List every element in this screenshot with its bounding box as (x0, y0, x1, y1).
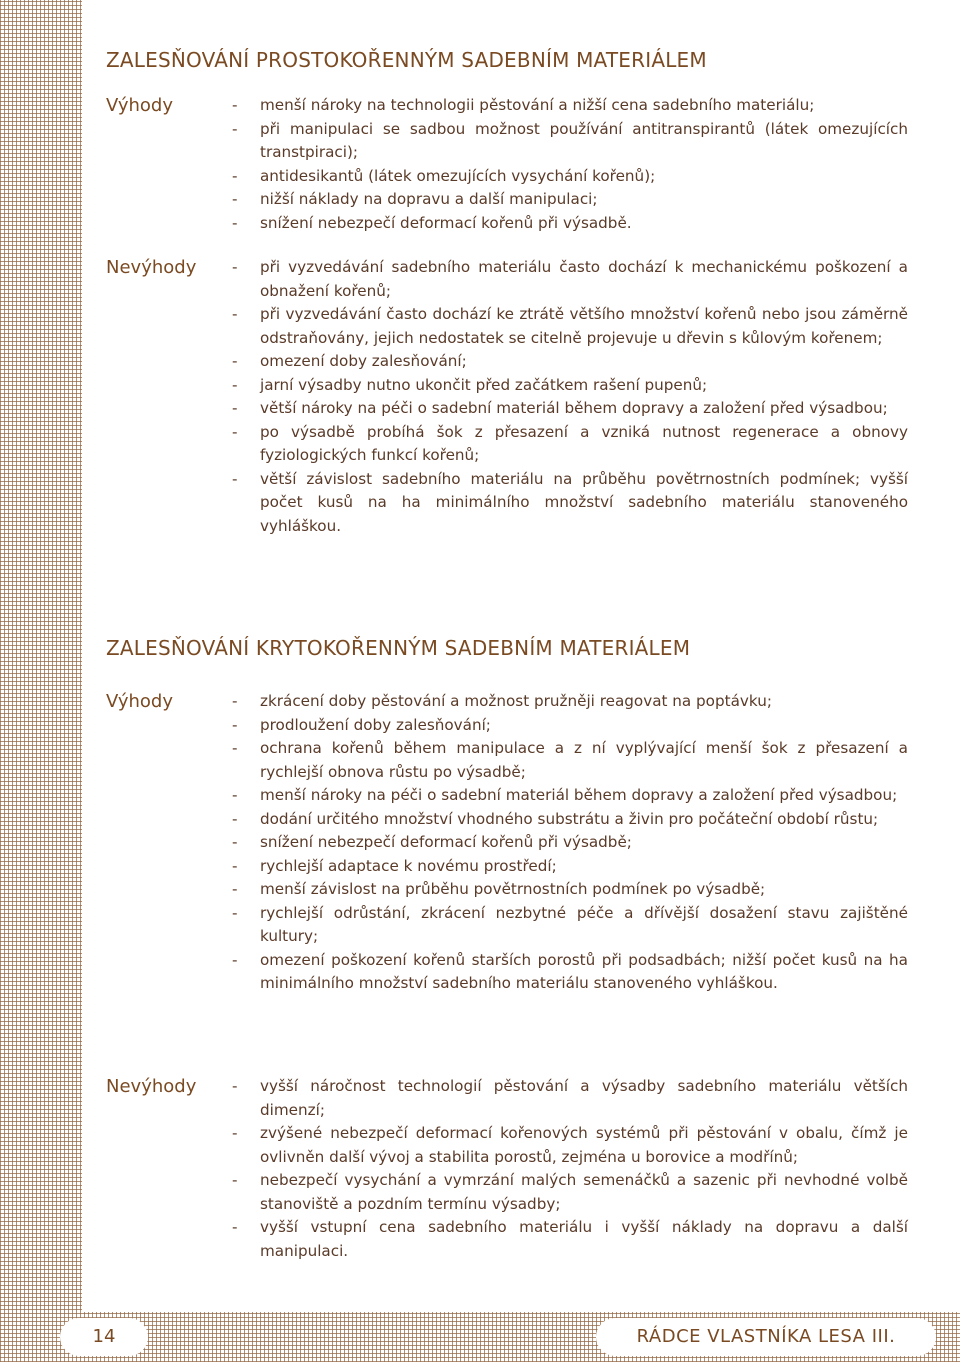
list-item-text: menší závislost na průběhu povětrnostních podmínek po výsadbě; (260, 880, 766, 898)
bullet-dash: - (232, 258, 238, 276)
list-item-text: prodloužení doby zalesňování; (260, 715, 491, 734)
bullet-dash: - (232, 119, 238, 138)
list-item-text: nižší náklady na dopravu a další manipulaci; (260, 190, 598, 208)
list-item-text: při manipulaci se sadbou možnost používání antitranspirantů (látek omezujících transtpiraci); (260, 119, 908, 161)
bullet-dash: - (232, 375, 238, 394)
cons-label: Nevýhody (106, 257, 197, 278)
list-item (232, 188, 908, 212)
list-item (232, 1122, 908, 1169)
cons-label: Nevýhody (106, 1076, 197, 1097)
page-number: 14 (60, 1318, 148, 1356)
bullet-dash: - (232, 166, 238, 185)
list-item-text: jarní výsadby nutno ukončit před začátkem rašení pupenů; (260, 375, 708, 394)
list-item (232, 1216, 908, 1263)
list-item-text: ochrana kořenů během manipulace a z ní vyplývající menší šok z přesazení a rychlejší obnova růstu po výsadbě; (260, 739, 908, 781)
page-sheet (82, 0, 960, 1312)
list-item-text: omezení doby zalesňování; (260, 352, 467, 370)
list-item (232, 949, 908, 996)
list-item (232, 303, 908, 350)
list-item (232, 1169, 908, 1216)
bullet-dash: - (232, 903, 238, 922)
bullet-dash: - (232, 1124, 238, 1142)
list-item (232, 808, 908, 832)
bullet-dash: - (232, 305, 238, 323)
bullet-dash: - (232, 692, 238, 710)
bullet-dash: - (232, 786, 238, 804)
list-item-text: vyšší vstupní cena sadebního materiálu i vyšší náklady na dopravu a další manipulaci. (260, 1218, 908, 1260)
list-item (232, 256, 908, 303)
bullet-dash: - (232, 1218, 238, 1236)
list-item-text: snížení nebezpečí deformací kořenů při výsadbě. (260, 213, 632, 232)
section-title-container: ZALESŇOVÁNÍ KRYTOKOŘENNÝM SADEBNÍM MATERIÁLEM (106, 636, 691, 660)
list-item (232, 165, 908, 189)
pros-label: Výhody (106, 691, 173, 712)
publication-title: RÁDCE VLASTNÍKA LESA III. (596, 1318, 936, 1356)
list-item (232, 94, 908, 118)
bullet-dash: - (232, 880, 238, 898)
list-item-text: rychlejší odrůstání, zkrácení nezbytné péče a dřívější dosažení stavu zajištěné kultury; (260, 903, 908, 945)
list-item (232, 784, 908, 808)
list-item-text: zvýšené nebezpečí deformací kořenových systémů při pěstování v obalu, čímž je ovlivněn další vývoj a stabilita porostů, zejména u borovice a modřínů; (260, 1124, 908, 1166)
list-item (232, 374, 908, 398)
section-title-bare-root: ZALESŇOVÁNÍ PROSTOKOŘENNÝM SADEBNÍM MATERIÁLEM (106, 48, 707, 72)
bullet-dash: - (232, 96, 238, 114)
bullet-dash: - (232, 809, 238, 828)
list-item (232, 397, 908, 421)
list-item-text: při vyzvedávání sadebního materiálu často dochází k mechanickému poškození a obnažení kořenů; (260, 258, 908, 300)
bullet-dash: - (232, 190, 238, 208)
page-footer (0, 1312, 960, 1362)
list-item-text: vyšší náročnost technologií pěstování a výsadby sadebního materiálu větších dimenzí; (260, 1077, 908, 1119)
bullet-dash: - (232, 739, 238, 757)
list-item-text: nebezpečí vysychání a vymrzání malých semenáčků a sazenic při nevhodné volbě stanoviště a pozdním termínu výsadby; (260, 1171, 908, 1213)
list-item (232, 421, 908, 468)
list-item (232, 831, 908, 855)
bullet-dash: - (232, 833, 238, 851)
bullet-dash: - (232, 950, 238, 969)
list-item-text: antidesikantů (látek omezujících vysychání kořenů); (260, 166, 656, 185)
list-item (232, 855, 908, 879)
pros-label: Výhody (106, 95, 173, 116)
list-item-text: po výsadbě probíhá šok z přesazení a vzniká nutnost regenerace a obnovy fyziologických funkcí kořenů; (260, 422, 908, 464)
pros-list (232, 94, 908, 235)
cons-list (232, 256, 908, 538)
bullet-dash: - (232, 213, 238, 232)
bullet-dash: - (232, 399, 238, 417)
list-item (232, 737, 908, 784)
list-item (232, 690, 908, 714)
bullet-dash: - (232, 469, 238, 488)
cons-list (232, 1075, 908, 1263)
list-item-text: rychlejší adaptace k novému prostředí; (260, 856, 557, 875)
list-item-text: dodání určitého množství vhodného substrátu a živin pro počáteční období růstu; (260, 809, 879, 828)
bullet-dash: - (232, 352, 238, 370)
bullet-dash: - (232, 715, 238, 734)
list-item-text: při vyzvedávání často dochází ke ztrátě většího množství kořenů nebo jsou záměrně odstraňovány, jejich nedostatek se citelně projevuje u dřevin s kůlovým kořenem; (260, 305, 908, 347)
list-item-text: větší nároky na péči o sadební materiál během dopravy a založení před výsadbou; (260, 399, 888, 417)
list-item-text: menší nároky na péči o sadební materiál během dopravy a založení před výsadbou; (260, 786, 898, 804)
bullet-dash: - (232, 1077, 238, 1095)
list-item (232, 878, 908, 902)
list-item (232, 714, 908, 738)
bullet-dash: - (232, 422, 238, 441)
bullet-dash: - (232, 856, 238, 875)
list-item-text: menší nároky na technologii pěstování a nižší cena sadebního materiálu; (260, 96, 815, 114)
list-item (232, 1075, 908, 1122)
list-item (232, 118, 908, 165)
list-item-text: větší závislost sadebního materiálu na průběhu povětrnostních podmínek; vyšší počet kusů na ha minimálního množství sadebního materiálu stanoveného vyhláškou. (260, 469, 908, 535)
list-item-text: zkrácení doby pěstování a možnost pružněji reagovat na poptávku; (260, 692, 772, 710)
list-item (232, 350, 908, 374)
list-item (232, 212, 908, 236)
list-item-text: snížení nebezpečí deformací kořenů při výsadbě; (260, 833, 632, 851)
bullet-dash: - (232, 1171, 238, 1189)
pros-list (232, 690, 908, 996)
list-item-text: omezení poškození kořenů starších porostů při podsadbách; nižší počet kusů na ha minimálního množství sadebního materiálu stanoveného vyhláškou. (260, 950, 908, 992)
list-item (232, 468, 908, 539)
list-item (232, 902, 908, 949)
